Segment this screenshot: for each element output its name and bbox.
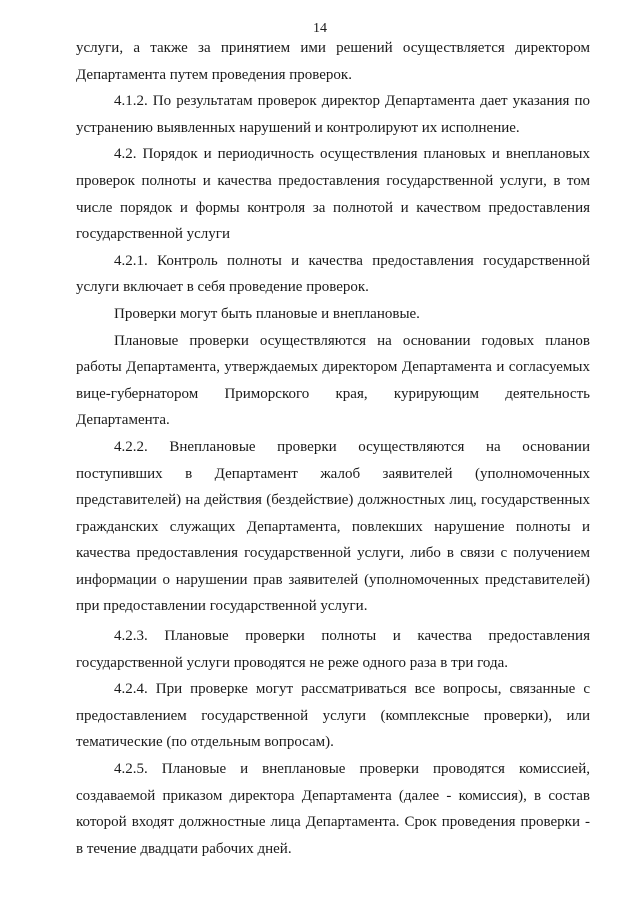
- paragraph-4-2-5: 4.2.5. Плановые и внеплановые проверки проводятся комиссией, создаваемой приказом директора Департамента (далее - комиссия), в состав которой входят должностные лица Департамента. Срок проведения проверки - в течение двадцати рабочих дней.: [76, 761, 590, 857]
- paragraph-4-2: 4.2. Порядок и периодичность осуществления плановых и внеплановых проверок полноты и качества предоставления государственной услуги, в том числе порядок и формы контроля за полнотой и качеством предоставления государственной услуги: [76, 146, 590, 243]
- paragraph-4-2-2: 4.2.2. Внеплановые проверки осуществляются на основании поступивших в Департамент жалоб заявителей (уполномоченных представителей) на действия (бездействие) должностных лиц, государственных гражданских служащих Департамента, повлекших нарушение полноты и качества предоставления государственной услуги, либо в связи с получением информации о нарушении прав заявителей (уполномоченных представителей) при предоставлении государственной услуги.: [76, 438, 590, 615]
- paragraph-4-2-1: 4.2.1. Контроль полноты и качества предоставления государственной услуги включает в себя проведение проверок.: [76, 252, 590, 296]
- page-number: 14: [313, 21, 327, 36]
- paragraph-4-1-2: 4.1.2. По результатам проверок директор Департамента дает указания по устранению выявленных нарушений и контролируют их исполнение.: [76, 93, 590, 136]
- document-body: [76, 35, 590, 862]
- paragraph-4-2-4: 4.2.4. При проверке могут рассматриваться все вопросы, связанные с предоставлением государственной услуги (комплексные проверки), или тематические (по отдельным вопросам).: [76, 681, 590, 751]
- paragraph-checks-types: Проверки могут быть плановые и внеплановые.: [114, 305, 420, 322]
- paragraph-continuation: услуги, а также за принятием ими решений осуществляется директором Департамента путем проведения проверок.: [76, 40, 590, 83]
- paragraph-4-2-3: 4.2.3. Плановые проверки полноты и качества предоставления государственной услуги проводятся не реже одного раза в три года.: [76, 628, 590, 671]
- paragraph-planned-checks: Плановые проверки осуществляются на основании годовых планов работы Департамента, утверждаемых директором Департамента и согласуемых вице-губернатором Приморского края, курирующим деятельность Департамента.: [76, 332, 590, 429]
